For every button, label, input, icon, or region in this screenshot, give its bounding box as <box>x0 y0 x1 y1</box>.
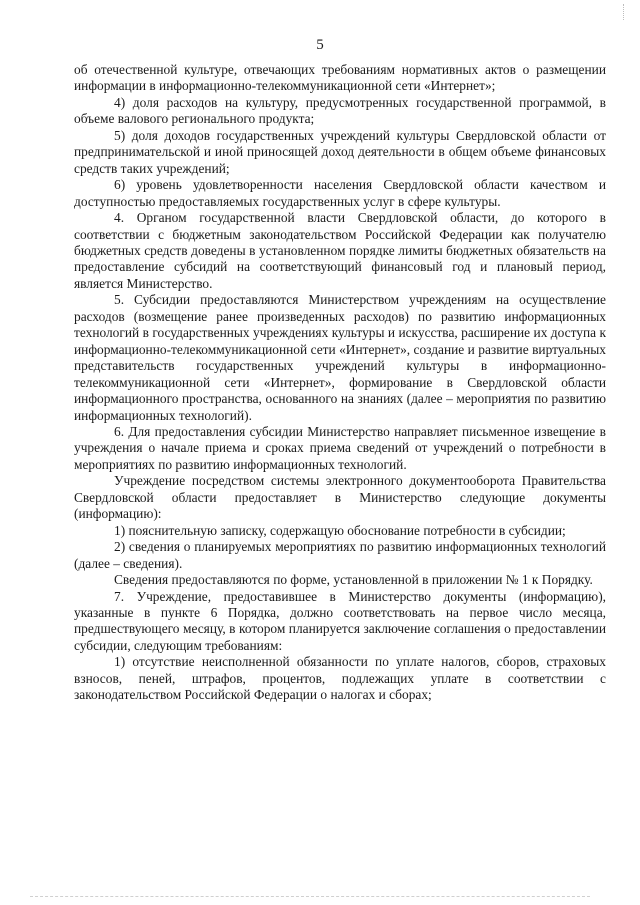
page-number: 5 <box>316 37 324 53</box>
paragraph-item-5: 5) доля доходов государственных учреждений культуры Свердловской области от предпринимательской и иной приносящей доход деятельности в общем объеме финансовых средств таких учреждений; <box>74 127 606 176</box>
scan-edge-mark <box>623 4 626 20</box>
paragraph-clause-4: 4. Органом государственной власти Свердловской области, до которого в соответствии с бюджетным законодательством Российской Федерации как получателю бюджетных средств доведены в установленном порядке лимиты бюджетных обязательств на предоставление субсидий на соответствующий финансовый год и плановый период, является Министерство. <box>74 210 606 291</box>
paragraph-form-reference: Сведения предоставляются по форме, установленной в приложении № 1 к Порядку. <box>114 572 593 588</box>
paragraph-item-6: 6) уровень удовлетворенности населения Свердловской области качеством и доступностью предоставляемых государственных услуг в сфере культуры. <box>74 177 606 209</box>
paragraph-clause-7: 7. Учреждение, предоставившее в Министерство документы (информацию), указанные в пункте 6 Порядка, должно соответствовать на первое число месяца, предшествующего месяцу, в котором планируется заключение соглашения о предоставлении субсидии, следующим требованиям: <box>74 588 606 653</box>
paragraph-clause-5: 5. Субсидии предоставляются Министерством учреждениям на осуществление расходов (возмещение ранее произведенных расходов) по развитию информационных технологий в государственных учреждениях культуры и искусства, расширение их доступа к информационно-телекоммуникационной сети «Интернет», создание и развитие виртуальных представительств государственных учреждений культуры в информационно-телекоммуникационной сети «Интернет», формирование в Свердловской области информационного пространства, основанного на знаниях (далее – мероприятия по развитию информационных технологий). <box>74 292 606 423</box>
paragraph-requirement-1: 1) отсутствие неисполненной обязанности по уплате налогов, сборов, страховых взносов, пеней, штрафов, процентов, подлежащих уплате в соответствии с законодательством Российской Федерации о налогах и сборах; <box>74 654 606 703</box>
paragraph-document-1: 1) пояснительную записку, содержащую обоснование потребности в субсидии; <box>114 522 566 538</box>
paragraph-item-4: 4) доля расходов на культуру, предусмотренных государственной программой, в объеме валового регионального продукта; <box>74 94 606 127</box>
document-body <box>74 62 606 704</box>
paragraph-clause-6: 6. Для предоставления субсидии Министерство направляет письменное извещение в учреждения о начале приема и сроках приема сведений от учреждений о потребности в мероприятиях по развитию информационных технологий. <box>74 423 606 472</box>
paragraph-continuation: об отечественной культуре, отвечающих требованиям нормативных актов о размещении информации в информационно-телекоммуникационной сети «Интернет»; <box>74 62 606 94</box>
scan-bottom-line <box>30 896 590 898</box>
paragraph-document-2: 2) сведения о планируемых мероприятиях по развитию информационных технологий (далее – сведения). <box>74 539 606 571</box>
paragraph-documents-intro: Учреждение посредством системы электронного документооборота Правительства Свердловской области предоставляет в Министерство следующие документы (информацию): <box>74 473 606 522</box>
